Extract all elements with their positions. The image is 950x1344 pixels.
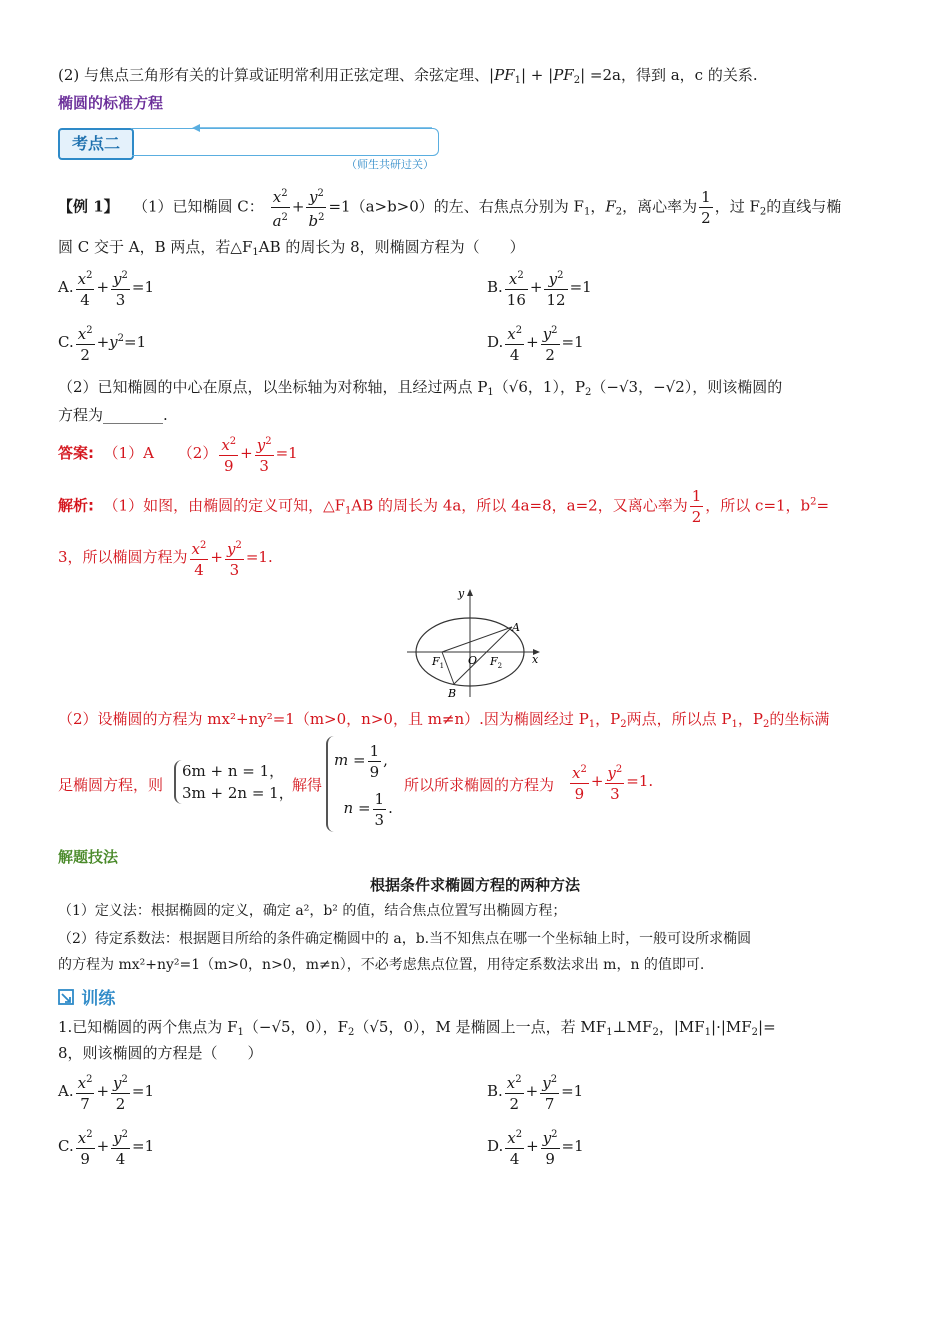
practice-option-b[interactable]: B. $\frac{x^2}{2}$ + $\frac{y^2}{7}$ =1 xyxy=(487,1070,583,1114)
practice-option-c[interactable]: C. $\frac{x^2}{9}$ + $\frac{y^2}{4}$ =1 xyxy=(58,1125,154,1169)
option-b[interactable]: B. $\frac{x^2}{16}$ + $\frac{y^2}{12}$ =1 xyxy=(487,266,592,310)
figure-x-label: x xyxy=(532,653,539,666)
practice-q1-line-1: 1.已知椭圆的两个焦点为 $F_1(-√5$，0），$F_2(√5$，0），M 是椭圆上一点，若 $MF_1\perp MF_2$，$|MF_1|\cdot|MF_2|=$ xyxy=(58,1018,776,1038)
analysis-line-1: 解析: （1）如图，由椭圆的定义可知，$\triangle F_1AB$ 的周长为 4a，所以 4a=8，a=2，又离心率为 $\frac{1}{2}$ ，所以 c=1，$b^2=$ xyxy=(58,487,830,526)
technique-1: （1）定义法：根据椭圆的定义，确定 a²，b² 的值，结合焦点位置写出椭圆方程； xyxy=(58,903,567,919)
techniques-title: 根据条件求椭圆方程的两种方法 xyxy=(369,876,580,894)
kaodian-banner-frame xyxy=(132,128,439,156)
kaodian-badge: 考点二 xyxy=(58,128,134,160)
practice-option-d[interactable]: D. $\frac{x^2}{4}$ + $\frac{y^2}{9}$ =1 xyxy=(487,1125,584,1169)
section-title: 椭圆的标准方程 xyxy=(58,94,164,112)
example-q2-line-2: 方程为________. xyxy=(58,406,168,424)
kaodian-subtitle: （师生共研过关） xyxy=(346,158,434,171)
answer-line: 答案: （1）A （2） $\frac{x^2}{9}$ + $\frac{y^2}{3}$ =1 xyxy=(58,432,298,476)
analysis-line-3: （2）设椭圆的方程为 mx²+ny²=1（m>0，n>0，且 m≠n）.因为椭圆经过 $P_1$，$P_2$两点，所以点 $P_1$，$P_2$的坐标满 xyxy=(58,710,830,730)
practice-q1-line-2: 8，则该椭圆的方程是（ ） xyxy=(58,1044,263,1062)
techniques-heading: 解题技法 xyxy=(58,848,119,866)
analysis-final-equation: $\frac{x^2}{9}$ + $\frac{y^2}{3}$ =1. xyxy=(568,760,653,804)
practice-option-a[interactable]: A. $\frac{x^2}{7}$ + $\frac{y^2}{2}$ =1 xyxy=(58,1070,154,1114)
figure-point-f2: $F_2$ xyxy=(490,655,503,670)
option-c[interactable]: C. $\frac{x^2}{2}$ $+y^2=1$ xyxy=(58,321,146,365)
fraction-x2-a2: $\frac{x^2}{a^2}$ xyxy=(271,184,290,231)
figure-point-f1: $F_1$ xyxy=(432,655,445,670)
example-q2-line-1: （2）已知椭圆的中心在原点，以坐标轴为对称轴，且经过两点 $P_1(√6$，1），$P_2(-√3$，−√2），则该椭圆的 xyxy=(58,378,783,398)
option-d[interactable]: D. $\frac{x^2}{4}$ + $\frac{y^2}{2}$ =1 xyxy=(487,321,584,365)
figure-point-o: O xyxy=(468,654,478,667)
document-page: (2) 与焦点三角形有关的计算或证明常利用正弦定理、余弦定理、$|PF_1| + |PF_2| =2a$，得到 a，c 的关系. 椭圆的标准方程 考点二 （师生共研过关） 【例 1】 （1）已知椭圆 C： $\frac{x^2}{a^2}$ + $\frac{y^2}{b^2}$ =1（a>b>0）的左、右焦点分别为 $F_1$，$F_2$，离心率为 $\frac{1}{2}$ ，过 $F_2$的直线与椭 圆 C 交于 A，B 两点，若$\triangle F_1AB$ 的周长为 8，则椭圆方程为（ ） A. $\frac{x^2}{4}$ + $\frac{y^2}{3}$ =1 B. $\frac{x^2}{16}$ + $\frac{y^2}{12}$ =1 C. $\frac{x^2}{2}$ $+y^2=1$ D. $\frac{x^2}{4}$ + $\frac{y^2}{2}$ =1 （2）已知椭圆的中心在原点，以坐标轴为对称轴，且经过两点 $P_1(√6$，1），$P_2(-√3$，−√2），则该椭圆的 方程为________. 答案: （1）A （2） $\frac{x^2}{9}$ + $\frac{y^2}{3}$ =1 解析: （1）如图，由椭圆的定义可知，$\triangle F_1AB$ 的周长为 4a，所以 4a=8，a=2，又离心率为 $\frac{1}{2}$ ，所以 c=1，$b^2=$ 3，所以椭圆方程为 $\frac{x^2}{4}$ + $\frac{y^2}{3}$ =1. y x A B O $F_1$ $F_2$ （2）设椭圆的方程为 mx²+ny²=1（m>0，n>0，且 m≠n）.因为椭圆经过 $P_1$，$P_2$两点，所以点 $P_1$，$P_2$的坐标满 足椭圆方程，则 6m + n = 1， 3m + 2n = 1， 解得 m = $\frac{1}{9}$ , n = $\frac{1}{3}$ . 所以所求椭圆的方程为 $\frac{x^2}{9}$ + $\frac{y^2}{3}$ =1. 解题技法 根据条件求椭圆方程的两种方法 （1）定义法：根据椭圆的定义，确定 a²，b² 的值，结合焦点位置写出椭圆方程； （2）待定系数法：根据题目所给的条件确定椭圆中的 a，b.当不知焦点在哪一个坐标轴上时，一般可设所求椭圆 的方程为 mx²+ny²=1（m>0，n>0，m≠n），不必考虑焦点位置，用待定系数法求出 m，n 的值即可. 训练 1.已知椭圆的两个焦点为 $F_1(-√5$，0），$F_2(√5$，0），M 是椭圆上一点，若 $MF_1\perp MF_2$，$|MF_1|\cdot|MF_2|=$ 8，则该椭圆的方程是（ ） A. $\frac{x^2}{7}$ + $\frac{y^2}{2}$ =1 B. $\frac{x^2}{2}$ + $\frac{y^2}{7}$ =1 C. $\frac{x^2}{9}$ + $\frac{y^2}{4}$ =1 D. $\frac{x^2}{4}$ + $\frac{y^2}{9}$ =1 xyxy=(0,0,950,1344)
technique-2: （2）待定系数法：根据题目所给的条件确定椭圆中的 a，b.当不知焦点在哪一个坐标轴上时，一般可设所求椭圆 xyxy=(58,931,752,947)
technique-3: 的方程为 mx²+ny²=1（m>0，n>0，m≠n），不必考虑焦点位置，用待定系数法求出 m，n 的值即可. xyxy=(58,957,705,973)
practice-heading: 训练 xyxy=(58,984,115,1009)
arrow-left-icon xyxy=(192,123,432,133)
figure-point-a: A xyxy=(512,621,520,634)
analysis-line-2: 3，所以椭圆方程为 $\frac{x^2}{4}$ + $\frac{y^2}{3}$ =1. xyxy=(58,536,273,580)
ellipse-figure xyxy=(402,585,552,705)
training-icon xyxy=(58,989,76,1007)
solution-system: m = $\frac{1}{9}$ , n = $\frac{1}{3}$ . xyxy=(326,736,393,832)
figure-point-b: B xyxy=(448,687,457,700)
equation-system: 6m + n = 1， 3m + 2n = 1， xyxy=(174,760,294,804)
fraction-y2-b2: $\frac{y^2}{b^2}$ xyxy=(306,184,326,231)
fraction-half: $\frac{1}{2}$ xyxy=(701,188,711,227)
option-a[interactable]: A. $\frac{x^2}{4}$ + $\frac{y^2}{3}$ =1 xyxy=(58,266,154,310)
figure-y-label: y xyxy=(458,587,465,600)
intro-line: (2) 与焦点三角形有关的计算或证明常利用正弦定理、余弦定理、$|PF_1| + |PF_2| =2a$，得到 a，c 的关系. xyxy=(58,66,758,86)
example-line-2: 圆 C 交于 A，B 两点，若$\triangle F_1AB$ 的周长为 8，则椭圆方程为（ ） xyxy=(58,238,525,258)
example-line-1: 【例 1】 （1）已知椭圆 C： $\frac{x^2}{a^2}$ + $\frac{y^2}{b^2}$ =1（a>b>0）的左、右焦点分别为 $F_1$，$F_2$，离心率为 $\frac{1}{2}$ ，过 $F_2$的直线与椭 xyxy=(58,184,841,231)
